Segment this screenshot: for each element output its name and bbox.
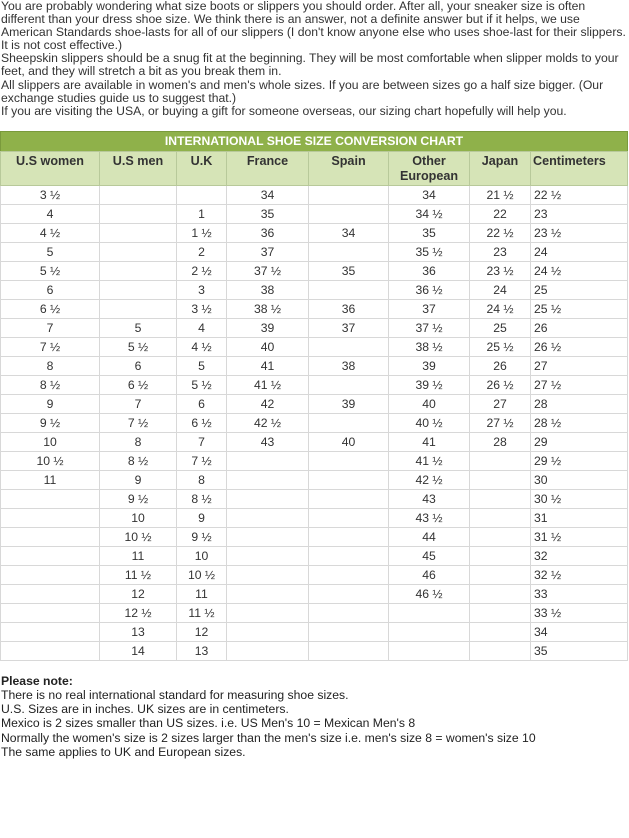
cell-uk: 4 ½: [177, 337, 227, 356]
cell-us-men: 6 ½: [100, 375, 177, 394]
col-header-japan: Japan: [470, 151, 531, 185]
cell-spain: 34: [309, 223, 389, 242]
cell-japan: 27: [470, 394, 531, 413]
cell-france: 37 ½: [227, 261, 309, 280]
header-row: [1, 151, 628, 185]
intro-paragraph-1: You are probably wondering what size boots or slippers you should order. After all, your sneaker size is often different than your dress shoe size. We think there is an answer, not a definite answer but if it helps, we use American Standards shoe-lasts for all of our slippers (I don't know anyone else who uses shoe-last for their slippers. It is not cost effective.): [1, 0, 626, 53]
cell-centimeters: 27: [531, 356, 628, 375]
cell-japan: 28: [470, 432, 531, 451]
cell-uk: 5: [177, 356, 227, 375]
table-row: [1, 299, 628, 318]
table-row: [1, 223, 628, 242]
col-header-us-men: U.S men: [100, 151, 177, 185]
cell-japan: [470, 489, 531, 508]
cell-us-women: 8: [1, 356, 100, 375]
cell-france: 43: [227, 432, 309, 451]
cell-centimeters: 29: [531, 432, 628, 451]
cell-us-women: 7: [1, 318, 100, 337]
cell-centimeters: 25: [531, 280, 628, 299]
cell-spain: [309, 413, 389, 432]
cell-japan: [470, 508, 531, 527]
cell-uk: [177, 185, 227, 204]
cell-centimeters: 25 ½: [531, 299, 628, 318]
table-row: [1, 527, 628, 546]
table-row: [1, 337, 628, 356]
cell-other-european: 40: [389, 394, 470, 413]
cell-spain: 39: [309, 394, 389, 413]
cell-us-men: 8 ½: [100, 451, 177, 470]
cell-uk: 9: [177, 508, 227, 527]
cell-us-men: 9 ½: [100, 489, 177, 508]
cell-other-european: 36 ½: [389, 280, 470, 299]
cell-france: [227, 546, 309, 565]
cell-us-men: 10: [100, 508, 177, 527]
table-row: [1, 242, 628, 261]
cell-us-women: [1, 641, 100, 660]
cell-us-men: [100, 261, 177, 280]
cell-us-women: 3 ½: [1, 185, 100, 204]
cell-us-men: 11 ½: [100, 565, 177, 584]
cell-france: [227, 603, 309, 622]
cell-uk: 11: [177, 584, 227, 603]
cell-france: [227, 622, 309, 641]
col-header-uk: U.K: [177, 151, 227, 185]
cell-us-women: [1, 489, 100, 508]
cell-other-european: [389, 603, 470, 622]
table-row: [1, 584, 628, 603]
cell-other-european: 46 ½: [389, 584, 470, 603]
cell-centimeters: 30: [531, 470, 628, 489]
cell-spain: [309, 527, 389, 546]
col-header-us-women: U.S women: [1, 151, 100, 185]
cell-japan: [470, 641, 531, 660]
cell-us-men: [100, 280, 177, 299]
cell-other-european: 37 ½: [389, 318, 470, 337]
cell-centimeters: 31: [531, 508, 628, 527]
cell-us-women: 8 ½: [1, 375, 100, 394]
cell-us-women: 10 ½: [1, 451, 100, 470]
cell-other-european: 39: [389, 356, 470, 375]
cell-us-women: 5 ½: [1, 261, 100, 280]
cell-us-men: 5 ½: [100, 337, 177, 356]
cell-us-men: 7 ½: [100, 413, 177, 432]
cell-uk: 6: [177, 394, 227, 413]
col-header-france: France: [227, 151, 309, 185]
cell-other-european: 44: [389, 527, 470, 546]
cell-other-european: 43 ½: [389, 508, 470, 527]
cell-spain: 35: [309, 261, 389, 280]
cell-france: 38 ½: [227, 299, 309, 318]
cell-other-european: 37: [389, 299, 470, 318]
cell-uk: 3 ½: [177, 299, 227, 318]
cell-us-women: 9 ½: [1, 413, 100, 432]
cell-france: [227, 565, 309, 584]
cell-other-european: 36: [389, 261, 470, 280]
cell-other-european: 45: [389, 546, 470, 565]
cell-spain: 37: [309, 318, 389, 337]
cell-other-european: 35: [389, 223, 470, 242]
cell-us-men: 13: [100, 622, 177, 641]
cell-uk: 11 ½: [177, 603, 227, 622]
cell-japan: 24 ½: [470, 299, 531, 318]
cell-us-women: 4: [1, 204, 100, 223]
cell-uk: 5 ½: [177, 375, 227, 394]
cell-japan: [470, 451, 531, 470]
cell-spain: [309, 451, 389, 470]
cell-uk: 10 ½: [177, 565, 227, 584]
cell-centimeters: 33 ½: [531, 603, 628, 622]
cell-us-men: 12: [100, 584, 177, 603]
cell-other-european: 38 ½: [389, 337, 470, 356]
cell-other-european: 41: [389, 432, 470, 451]
table-row: [1, 489, 628, 508]
cell-spain: [309, 546, 389, 565]
cell-uk: 1 ½: [177, 223, 227, 242]
cell-spain: [309, 622, 389, 641]
table-row: [1, 394, 628, 413]
table-row: [1, 375, 628, 394]
cell-us-women: 10: [1, 432, 100, 451]
cell-us-women: 11: [1, 470, 100, 489]
note-line: The same applies to UK and European sizes.: [1, 744, 246, 759]
cell-other-european: 40 ½: [389, 413, 470, 432]
note-line: Normally the women's size is 2 sizes larger than the men's size i.e. men's size 8 = women's size 10: [1, 730, 536, 745]
cell-uk: 6 ½: [177, 413, 227, 432]
cell-centimeters: 34: [531, 622, 628, 641]
cell-uk: 9 ½: [177, 527, 227, 546]
cell-centimeters: 22 ½: [531, 185, 628, 204]
cell-other-european: 39 ½: [389, 375, 470, 394]
cell-centimeters: 32 ½: [531, 565, 628, 584]
col-header-other-european: Other European: [389, 151, 470, 185]
cell-uk: 10: [177, 546, 227, 565]
note-line: Mexico is 2 sizes smaller than US sizes. i.e. US Men's 10 = Mexican Men's 8: [1, 716, 416, 731]
cell-us-men: 5: [100, 318, 177, 337]
table-row: [1, 565, 628, 584]
notes-heading: Please note:: [1, 673, 73, 688]
cell-uk: 2 ½: [177, 261, 227, 280]
cell-us-women: [1, 546, 100, 565]
cell-france: [227, 584, 309, 603]
cell-spain: 38: [309, 356, 389, 375]
table-row: [1, 641, 628, 660]
cell-uk: 3: [177, 280, 227, 299]
cell-centimeters: 30 ½: [531, 489, 628, 508]
cell-france: [227, 527, 309, 546]
cell-japan: [470, 603, 531, 622]
cell-uk: 7: [177, 432, 227, 451]
table-row: [1, 432, 628, 451]
cell-centimeters: 24: [531, 242, 628, 261]
cell-japan: 23: [470, 242, 531, 261]
cell-centimeters: 23: [531, 204, 628, 223]
cell-uk: 8 ½: [177, 489, 227, 508]
cell-japan: 27 ½: [470, 413, 531, 432]
cell-japan: 23 ½: [470, 261, 531, 280]
cell-other-european: [389, 622, 470, 641]
cell-centimeters: 32: [531, 546, 628, 565]
cell-us-men: [100, 223, 177, 242]
table-row: [1, 356, 628, 375]
cell-other-european: 46: [389, 565, 470, 584]
cell-other-european: 34: [389, 185, 470, 204]
cell-other-european: [389, 641, 470, 660]
cell-us-men: 6: [100, 356, 177, 375]
cell-france: 39: [227, 318, 309, 337]
cell-us-men: [100, 242, 177, 261]
cell-spain: 36: [309, 299, 389, 318]
cell-spain: [309, 641, 389, 660]
table-row: [1, 546, 628, 565]
cell-spain: [309, 204, 389, 223]
cell-japan: 21 ½: [470, 185, 531, 204]
cell-france: 35: [227, 204, 309, 223]
cell-japan: [470, 527, 531, 546]
cell-other-european: 43: [389, 489, 470, 508]
cell-other-european: 35 ½: [389, 242, 470, 261]
cell-uk: 8: [177, 470, 227, 489]
cell-us-women: [1, 584, 100, 603]
cell-us-men: [100, 185, 177, 204]
cell-centimeters: 27 ½: [531, 375, 628, 394]
cell-japan: [470, 565, 531, 584]
note-line: U.S. Sizes are in inches. UK sizes are in centimeters.: [1, 702, 289, 717]
cell-japan: [470, 584, 531, 603]
table-row: [1, 603, 628, 622]
cell-us-men: 7: [100, 394, 177, 413]
cell-us-men: 11: [100, 546, 177, 565]
intro-paragraph-3: All slippers are available in women's and men's whole sizes. If you are between sizes go a half size bigger. (Our exchange studies guide us to suggest that.): [1, 77, 604, 105]
cell-france: [227, 451, 309, 470]
cell-japan: 26 ½: [470, 375, 531, 394]
table-row: [1, 280, 628, 299]
cell-japan: 22: [470, 204, 531, 223]
cell-spain: [309, 584, 389, 603]
cell-us-men: [100, 204, 177, 223]
cell-us-women: 6: [1, 280, 100, 299]
table-row: [1, 470, 628, 489]
cell-spain: [309, 489, 389, 508]
chart-title: INTERNATIONAL SHOE SIZE CONVERSION CHART: [0, 131, 628, 151]
table-row: [1, 185, 628, 204]
cell-us-men: 9: [100, 470, 177, 489]
cell-france: 34: [227, 185, 309, 204]
cell-uk: 12: [177, 622, 227, 641]
shoe-size-conversion-table: [0, 131, 628, 661]
cell-us-women: 7 ½: [1, 337, 100, 356]
cell-france: 41: [227, 356, 309, 375]
cell-france: 40: [227, 337, 309, 356]
table-row: [1, 451, 628, 470]
cell-spain: [309, 508, 389, 527]
cell-spain: [309, 242, 389, 261]
cell-us-women: [1, 527, 100, 546]
col-header-centimeters: Centimeters: [531, 151, 628, 185]
col-header-spain: Spain: [309, 151, 389, 185]
cell-other-european: 34 ½: [389, 204, 470, 223]
cell-other-european: 42 ½: [389, 470, 470, 489]
table-row: [1, 204, 628, 223]
intro-paragraph-4: If you are visiting the USA, or buying a gift for someone overseas, our sizing chart hopefully will help you.: [1, 103, 567, 118]
cell-us-women: [1, 622, 100, 641]
table-row: [1, 318, 628, 337]
cell-us-men: 8: [100, 432, 177, 451]
table-row: [1, 622, 628, 641]
cell-centimeters: 28: [531, 394, 628, 413]
cell-france: [227, 489, 309, 508]
cell-france: 41 ½: [227, 375, 309, 394]
cell-uk: 2: [177, 242, 227, 261]
cell-france: 36: [227, 223, 309, 242]
cell-japan: [470, 622, 531, 641]
cell-japan: 26: [470, 356, 531, 375]
cell-us-men: 14: [100, 641, 177, 660]
cell-centimeters: 33: [531, 584, 628, 603]
cell-us-men: [100, 299, 177, 318]
cell-us-women: 5: [1, 242, 100, 261]
table-row: [1, 508, 628, 527]
cell-spain: [309, 185, 389, 204]
cell-spain: 40: [309, 432, 389, 451]
note-line: There is no real international standard for measuring shoe sizes.: [1, 688, 349, 703]
cell-centimeters: 26 ½: [531, 337, 628, 356]
cell-uk: 4: [177, 318, 227, 337]
cell-france: 42 ½: [227, 413, 309, 432]
cell-spain: [309, 470, 389, 489]
cell-france: 38: [227, 280, 309, 299]
cell-france: 42: [227, 394, 309, 413]
cell-us-women: [1, 603, 100, 622]
cell-centimeters: 31 ½: [531, 527, 628, 546]
cell-uk: 13: [177, 641, 227, 660]
cell-uk: 1: [177, 204, 227, 223]
cell-centimeters: 35: [531, 641, 628, 660]
cell-japan: 24: [470, 280, 531, 299]
table-row: [1, 261, 628, 280]
cell-france: [227, 641, 309, 660]
intro-text: [0, 0, 629, 118]
cell-france: 37: [227, 242, 309, 261]
cell-us-women: [1, 565, 100, 584]
cell-us-men: 10 ½: [100, 527, 177, 546]
cell-us-men: 12 ½: [100, 603, 177, 622]
cell-us-women: [1, 508, 100, 527]
cell-centimeters: 29 ½: [531, 451, 628, 470]
cell-spain: [309, 280, 389, 299]
notes-section: [0, 674, 629, 759]
cell-centimeters: 26: [531, 318, 628, 337]
table-body: [1, 185, 628, 660]
cell-spain: [309, 603, 389, 622]
cell-japan: 25 ½: [470, 337, 531, 356]
table-row: [1, 413, 628, 432]
cell-japan: [470, 470, 531, 489]
cell-france: [227, 508, 309, 527]
cell-us-women: 6 ½: [1, 299, 100, 318]
cell-japan: 22 ½: [470, 223, 531, 242]
cell-centimeters: 23 ½: [531, 223, 628, 242]
cell-uk: 7 ½: [177, 451, 227, 470]
cell-france: [227, 470, 309, 489]
intro-paragraph-2: Sheepskin slippers should be a snug fit at the beginning. They will be most comfortable when slipper molds to your feet, and they will stretch a bit as you break them in.: [1, 51, 619, 79]
cell-spain: [309, 337, 389, 356]
cell-us-women: 4 ½: [1, 223, 100, 242]
cell-spain: [309, 375, 389, 394]
cell-japan: 25: [470, 318, 531, 337]
cell-other-european: 41 ½: [389, 451, 470, 470]
cell-japan: [470, 546, 531, 565]
cell-centimeters: 24 ½: [531, 261, 628, 280]
cell-us-women: 9: [1, 394, 100, 413]
cell-centimeters: 28 ½: [531, 413, 628, 432]
cell-spain: [309, 565, 389, 584]
